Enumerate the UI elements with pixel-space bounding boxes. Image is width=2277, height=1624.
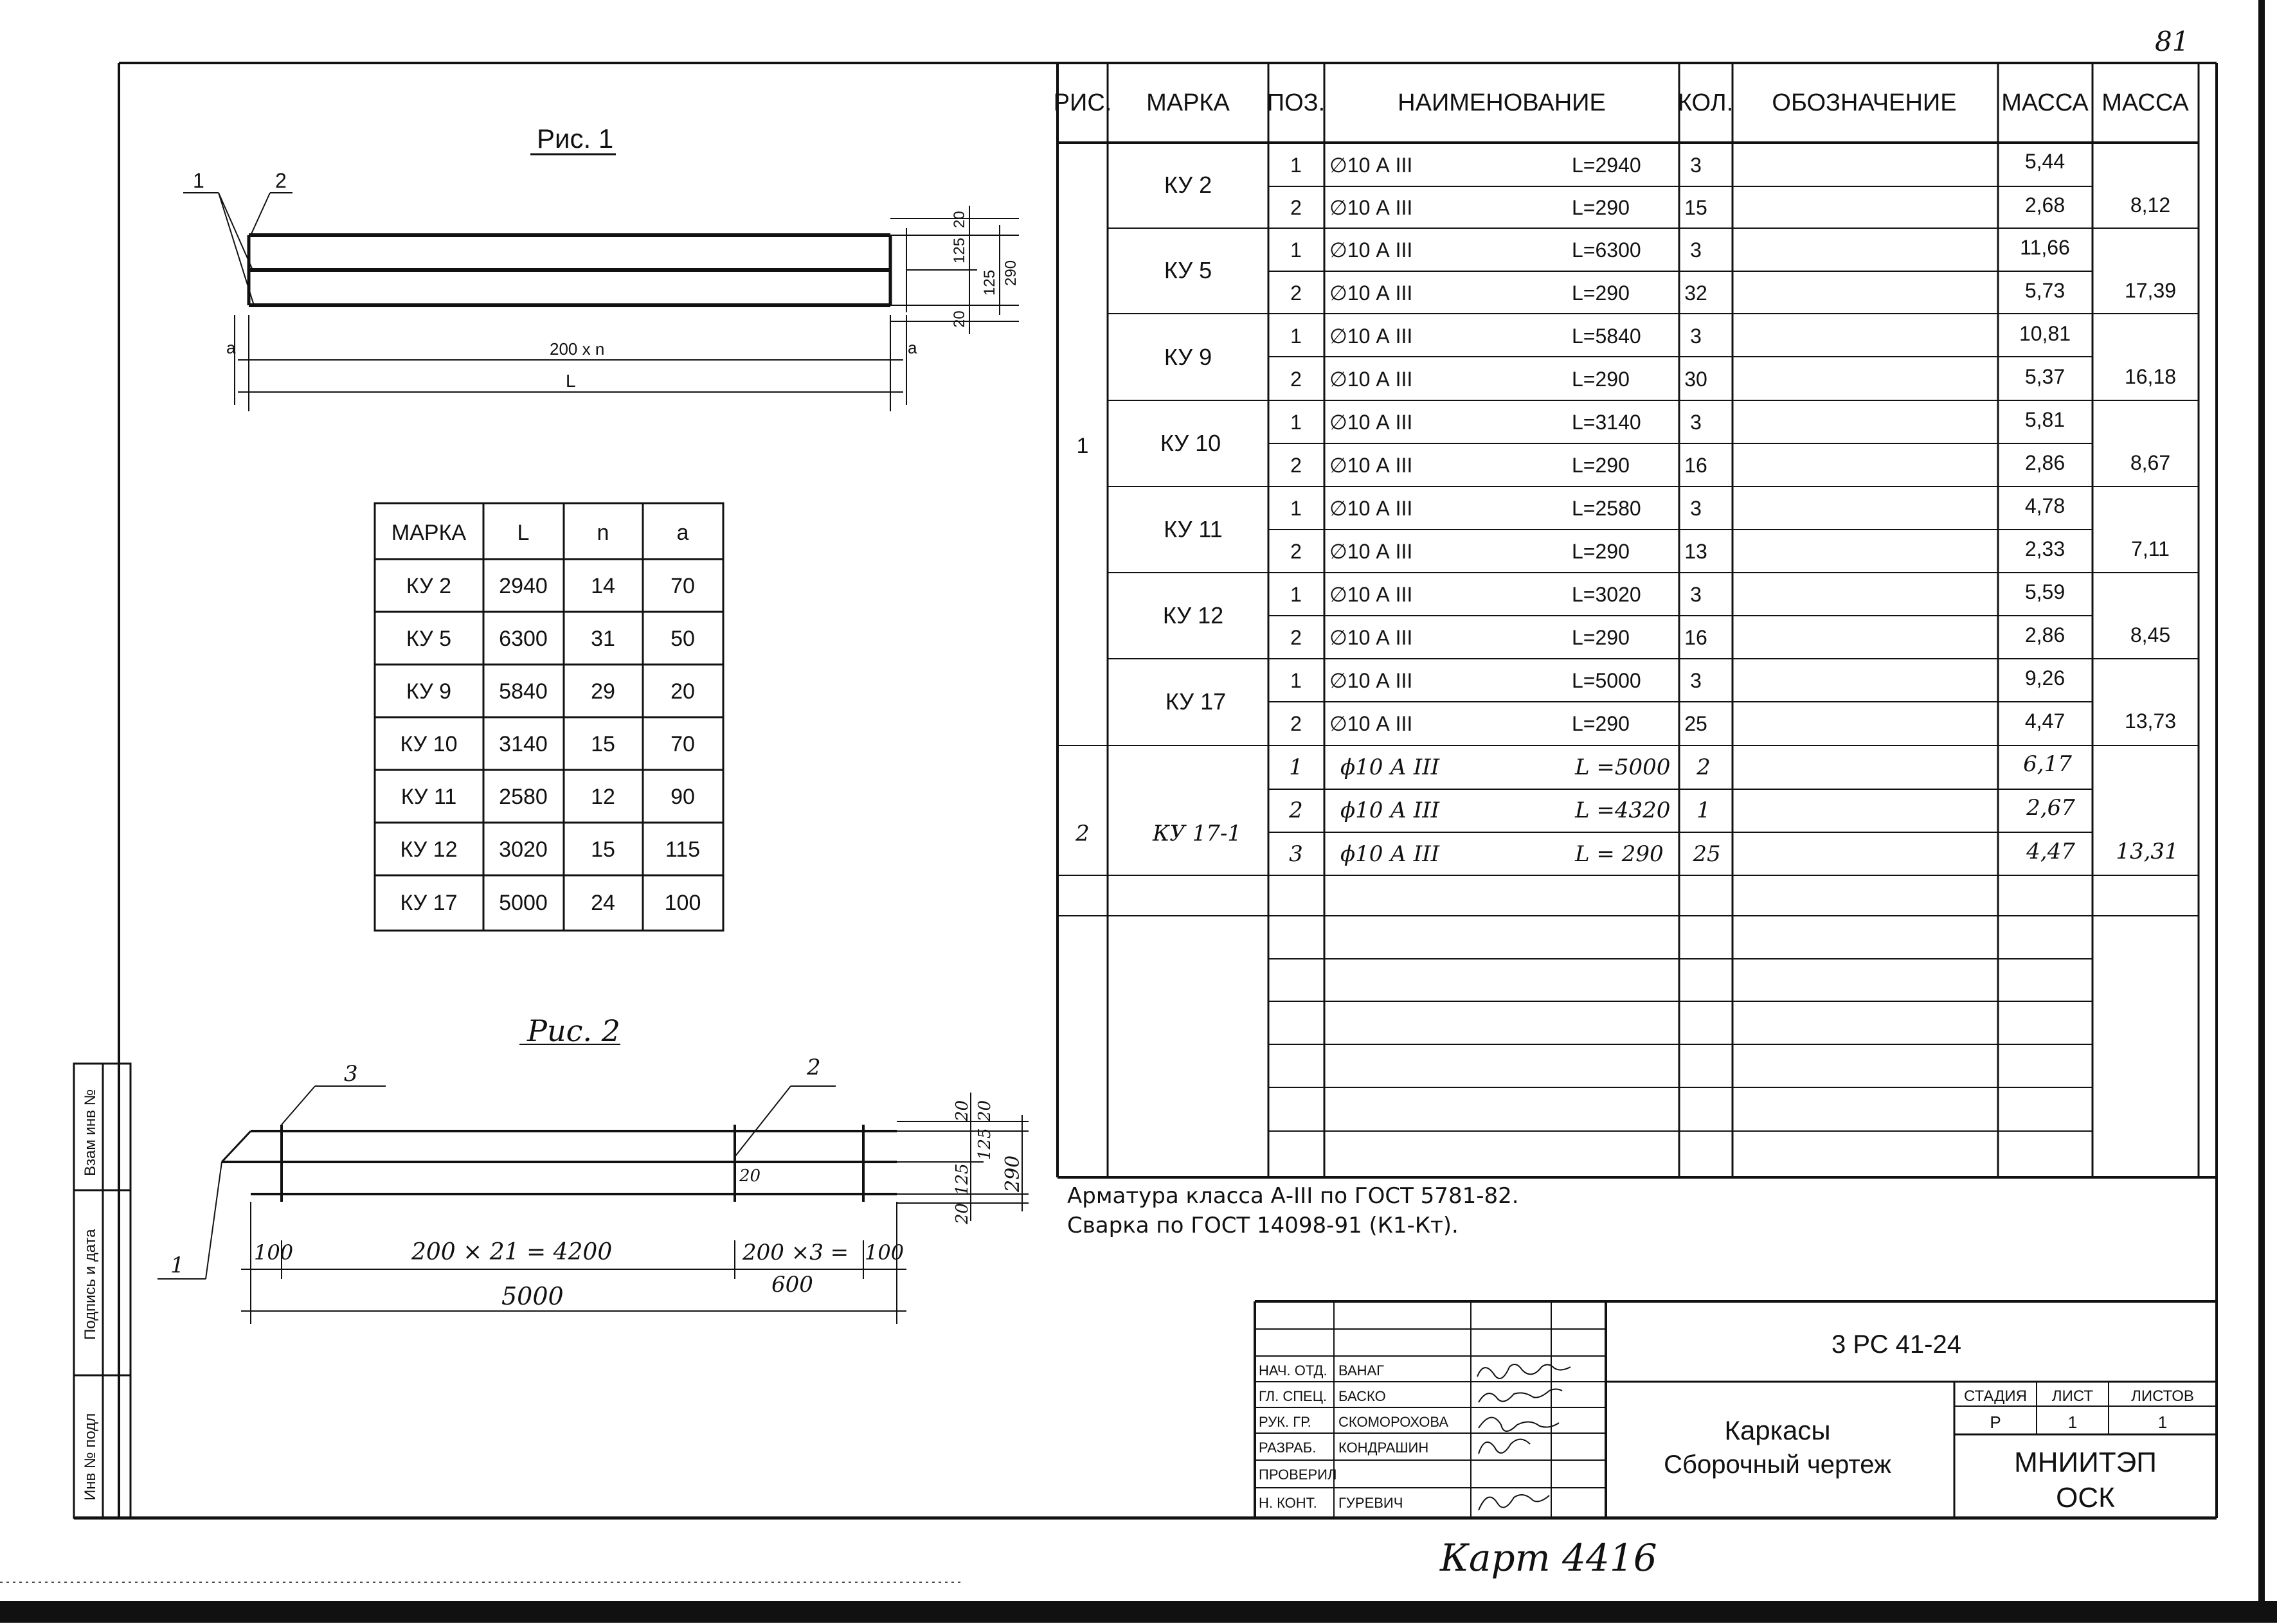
spec-qty: 16 xyxy=(1684,626,1707,649)
spec-qty: 16 xyxy=(1684,454,1707,477)
spec-len: L =5000 xyxy=(1575,754,1671,780)
fig2-dim-20-in: 20 xyxy=(739,1166,761,1186)
role-label: ПРОВЕРИЛ xyxy=(1259,1467,1337,1483)
fig2-callout-2: 2 xyxy=(807,1055,821,1080)
spec-pos: 1 xyxy=(1290,497,1302,520)
spec-pos: 2 xyxy=(1290,281,1302,305)
spec-mass: 4,78 xyxy=(2024,494,2066,517)
sheets-value: 1 xyxy=(2157,1413,2168,1432)
role-name: ВАНАГ xyxy=(1338,1362,1385,1379)
spec-name: ∅10 А III xyxy=(1329,497,1413,520)
spec-len: L=5840 xyxy=(1572,325,1641,348)
spec-total: 8,45 xyxy=(2130,623,2171,647)
spec-name: ϕ10 А III xyxy=(1340,798,1440,823)
spec-len: L=290 xyxy=(1572,626,1630,649)
notes xyxy=(1067,1181,1519,1240)
spec-mark: КУ 10 xyxy=(1160,430,1221,456)
fig1-dim-20-top: 20 xyxy=(951,211,968,228)
spec-mark: КУ 9 xyxy=(1164,344,1212,370)
table1-cell: 3020 xyxy=(499,837,548,862)
table1-cell: 100 xyxy=(664,891,701,915)
table1-cell: КУ 10 xyxy=(400,732,458,756)
spec-header: НАИМЕНОВАНИЕ xyxy=(1398,89,1606,116)
spec-total: 7,11 xyxy=(2131,537,2170,560)
spec-name: ∅10 А III xyxy=(1329,411,1413,434)
spec-mass: 6,17 xyxy=(2023,751,2072,777)
spec-name: ∅10 А III xyxy=(1329,325,1413,348)
fig1-callout-1: 1 xyxy=(193,169,204,192)
spec-mass: 2,67 xyxy=(2026,795,2075,821)
fig2-dim-290: 290 xyxy=(1002,1155,1024,1192)
table1-cell: 70 xyxy=(670,574,695,598)
organization-line1: МНИИТЭП xyxy=(2014,1447,2157,1478)
table1-cell: 12 xyxy=(591,785,615,809)
spec-len: L=3140 xyxy=(1572,411,1641,434)
role-name: КОНДРАШИН xyxy=(1338,1440,1429,1456)
spec-len: L=2580 xyxy=(1572,497,1641,520)
spec-len: L = 290 xyxy=(1575,841,1664,867)
stage-header: СТАДИЯ xyxy=(1963,1388,2028,1405)
spec-mass: 5,81 xyxy=(2024,408,2066,431)
fig2-dim-total: 5000 xyxy=(501,1282,564,1310)
spec-qty: 3 xyxy=(1690,411,1702,434)
stamp-replace-inv: Взам инв № xyxy=(82,1089,99,1176)
spec-mass: 11,66 xyxy=(2020,236,2070,259)
role-name: СКОМОРОХОВА xyxy=(1338,1414,1448,1430)
page-number: 81 xyxy=(2155,26,2190,57)
spec-qty: 32 xyxy=(1684,281,1707,305)
spec-name: ∅10 А III xyxy=(1329,281,1413,305)
stamp-signature-date: Подпись и дата xyxy=(82,1229,99,1340)
spec-name: ϕ10 А III xyxy=(1340,754,1440,780)
fig2-dim-100b: 100 xyxy=(865,1240,905,1265)
table1-cell: 15 xyxy=(591,837,615,862)
fig1-dim-290: 290 xyxy=(1002,260,1020,286)
role-name: ГУРЕВИЧ xyxy=(1338,1495,1403,1511)
spec-name: ∅10 А III xyxy=(1329,540,1413,563)
spec-mass: 5,44 xyxy=(2024,150,2066,173)
spec-pos: 2 xyxy=(1289,798,1303,823)
spec-pos: 1 xyxy=(1290,669,1302,692)
table1-cell: КУ 12 xyxy=(400,837,458,862)
fig2-callout-3: 3 xyxy=(344,1061,358,1087)
organization-line2: ОСК xyxy=(2056,1482,2115,1513)
spec-name: ∅10 А III xyxy=(1329,669,1413,692)
spec-pos: 1 xyxy=(1290,583,1302,606)
spec-qty: 2 xyxy=(1697,754,1711,780)
spec-pos: 1 xyxy=(1289,754,1303,780)
table1-cell: 3140 xyxy=(499,732,548,756)
table1-cell: КУ 11 xyxy=(401,785,457,809)
table1-cell: КУ 2 xyxy=(406,574,452,598)
table1-cell: 31 xyxy=(591,627,615,651)
spec-qty: 3 xyxy=(1690,583,1702,606)
fig2-dim-125b: 125 xyxy=(975,1128,995,1160)
fig2-dim-20b: 20 xyxy=(975,1100,995,1121)
spec-len: L=290 xyxy=(1572,368,1630,391)
spec-pos: 2 xyxy=(1290,626,1302,649)
spec-mass: 10,81 xyxy=(2019,322,2071,345)
spec-header: МАРКА xyxy=(1146,89,1230,116)
spec-len: L=5000 xyxy=(1572,669,1641,692)
spec-mass: 4,47 xyxy=(2024,709,2066,733)
table1-cell: 70 xyxy=(670,732,695,756)
role-label: НАЧ. ОТД. xyxy=(1259,1362,1328,1379)
spec-mark: КУ 17-1 xyxy=(1152,821,1242,846)
spec-name: ∅10 А III xyxy=(1329,238,1413,262)
role-label: Н. КОНТ. xyxy=(1259,1495,1317,1511)
table1-cell: 6300 xyxy=(499,627,548,651)
spec-mass: 2,33 xyxy=(2024,537,2066,560)
fig2-dim-span2-val: 600 xyxy=(771,1272,813,1298)
footer-handwriting: Карт 4416 xyxy=(1440,1536,1657,1580)
spec-total: 13,31 xyxy=(2116,839,2179,864)
fig1-dim-span: 200 x n xyxy=(550,339,605,359)
spec-len: L=290 xyxy=(1572,196,1630,219)
spec-pos: 2 xyxy=(1290,196,1302,219)
spec-len: L=290 xyxy=(1572,281,1630,305)
spec-total: 13,73 xyxy=(2124,709,2177,733)
spec-total: 16,18 xyxy=(2124,365,2177,388)
spec-pos: 1 xyxy=(1290,154,1302,177)
table1-cell: 5000 xyxy=(499,891,548,915)
table1-cell: КУ 17 xyxy=(400,891,458,915)
role-label: РУК. ГР. xyxy=(1259,1414,1311,1430)
spec-qty: 3 xyxy=(1690,325,1702,348)
spec-header: РИС. xyxy=(1053,89,1112,116)
fig1-dim-a-right: a xyxy=(908,338,917,357)
spec-qty: 13 xyxy=(1684,540,1707,563)
spec-pos: 2 xyxy=(1290,454,1302,477)
stage-value: Р xyxy=(1990,1413,2001,1432)
table1-header: a xyxy=(676,521,689,545)
spec-mass: 2,86 xyxy=(2024,451,2066,474)
spec-qty: 3 xyxy=(1690,669,1702,692)
spec-mass: 2,68 xyxy=(2024,193,2066,217)
table1-cell: 90 xyxy=(670,785,695,809)
spec-total: 17,39 xyxy=(2124,279,2177,302)
spec-qty: 15 xyxy=(1684,196,1707,219)
table1-cell: КУ 5 xyxy=(406,627,452,651)
spec-name: ∅10 А III xyxy=(1329,626,1413,649)
specification-table xyxy=(1058,63,2217,1177)
spec-group-handwritten xyxy=(1075,751,2178,867)
table1-cell: 2940 xyxy=(499,574,548,598)
table1-cell: 14 xyxy=(591,574,615,598)
fig1-dim-125a: 125 xyxy=(951,237,968,263)
table1-cell: КУ 9 xyxy=(406,679,452,704)
spec-header: МАССА xyxy=(2001,89,2089,116)
spec-header-row xyxy=(1054,89,2190,116)
spec-mark: КУ 17 xyxy=(1165,688,1227,715)
sheet-header: ЛИСТ xyxy=(2051,1388,2094,1405)
spec-name: ϕ10 А III xyxy=(1340,841,1440,867)
spec-qty: 1 xyxy=(1697,798,1711,823)
spec-pos: 2 xyxy=(1290,368,1302,391)
spec-qty: 25 xyxy=(1693,841,1721,867)
spec-name: ∅10 А III xyxy=(1329,368,1413,391)
spec-header: КОЛ. xyxy=(1677,89,1734,116)
spec-pos: 1 xyxy=(1290,325,1302,348)
spec-len: L=2940 xyxy=(1572,154,1641,177)
table1-cell: 29 xyxy=(591,679,615,704)
spec-len: L=290 xyxy=(1572,540,1630,563)
table1-cell: 15 xyxy=(591,732,615,756)
table1-cell: 115 xyxy=(665,837,701,862)
table1-cell: 2580 xyxy=(499,785,548,809)
spec-name: ∅10 А III xyxy=(1329,712,1413,735)
spec-name: ∅10 А III xyxy=(1329,454,1413,477)
spec-len: L=290 xyxy=(1572,454,1630,477)
spec-mass: 2,86 xyxy=(2024,623,2066,647)
spec-mass: 4,47 xyxy=(2026,839,2075,864)
figure-1 xyxy=(183,123,1020,411)
spec-name: ∅10 А III xyxy=(1329,583,1413,606)
spec-total: 8,67 xyxy=(2130,451,2171,474)
spec-qty: 3 xyxy=(1690,497,1702,520)
spec-qty: 3 xyxy=(1690,154,1702,177)
spec-len: L=6300 xyxy=(1572,238,1641,262)
sheets-header: ЛИСТОВ xyxy=(2131,1388,2194,1405)
role-label: ГЛ. СПЕЦ. xyxy=(1259,1388,1328,1404)
fig2-callout-1: 1 xyxy=(170,1253,184,1278)
spec-pos: 2 xyxy=(1290,712,1302,735)
spec-mass: 5,59 xyxy=(2024,580,2066,603)
spec-qty: 30 xyxy=(1684,368,1707,391)
fig1-dim-a-left: a xyxy=(226,338,236,357)
table1-header: МАРКА xyxy=(391,521,467,545)
fig1-frame-lines xyxy=(183,193,1019,411)
fig1-dim-20-bot: 20 xyxy=(951,310,968,328)
parameter-table xyxy=(375,503,723,931)
spec-len: L=3020 xyxy=(1572,583,1641,606)
fig2-dim-span2: 200 ×3 = xyxy=(742,1240,849,1265)
spec-pos: 1 xyxy=(1290,238,1302,262)
stamp-original-inv: Инв № подл xyxy=(82,1413,99,1501)
spec-name: ∅10 А III xyxy=(1329,196,1413,219)
title-block-roles xyxy=(1259,1362,1448,1511)
table1-cell: 5840 xyxy=(499,679,548,704)
spec-mark: КУ 12 xyxy=(1162,602,1224,629)
spec-qty: 25 xyxy=(1684,712,1707,735)
fig1-dim-125b: 125 xyxy=(981,269,998,296)
table1-cell: 24 xyxy=(591,891,615,915)
note-welding: Сварка по ГОСТ 14098-91 (К1-Кт). xyxy=(1067,1213,1459,1238)
fig2-dim-span1: 200 × 21 = 4200 xyxy=(411,1239,613,1265)
spec-mark: КУ 5 xyxy=(1164,257,1212,283)
spec-name: ∅10 А III xyxy=(1329,154,1413,177)
role-label: РАЗРАБ. xyxy=(1259,1440,1317,1456)
figure-2 xyxy=(158,1013,1029,1324)
spec-mass: 5,37 xyxy=(2024,365,2066,388)
document-code: 3 РС 41-24 xyxy=(1832,1330,1961,1359)
spec-len: L =4320 xyxy=(1575,798,1671,823)
fig2-dim-100a: 100 xyxy=(254,1240,294,1265)
spec-pos: 1 xyxy=(1290,411,1302,434)
drawing-title-line2: Сборочный чертеж xyxy=(1664,1450,1891,1479)
fig2-dim-20a: 20 xyxy=(953,1100,972,1121)
table1-header: n xyxy=(597,521,609,545)
spec-mass: 5,73 xyxy=(2024,279,2066,302)
spec-pos: 2 xyxy=(1290,540,1302,563)
spec-mark: КУ 2 xyxy=(1164,172,1212,198)
spec-total: 8,12 xyxy=(2130,193,2171,217)
spec-header: ПОЗ. xyxy=(1266,89,1326,116)
table1-cell: 20 xyxy=(670,679,695,704)
spec-rows xyxy=(1160,150,2176,735)
spec-header: МАССА xyxy=(2102,89,2189,116)
spec-mark: КУ 11 xyxy=(1164,516,1223,542)
spec-header: ОБОЗНАЧЕНИЕ xyxy=(1772,89,1957,116)
fig1-callout-2: 2 xyxy=(275,169,287,192)
spec-len: L=290 xyxy=(1572,712,1630,735)
sheet-value: 1 xyxy=(2067,1413,2078,1432)
table1-cell: 50 xyxy=(670,627,695,651)
fig2-dim-125a: 125 xyxy=(953,1163,972,1195)
table1-header: L xyxy=(517,521,530,545)
spec-mass: 9,26 xyxy=(2024,666,2066,690)
spec-pos: 3 xyxy=(1289,841,1303,867)
role-name: БАСКО xyxy=(1338,1388,1386,1404)
drawing-title-line1: Каркасы xyxy=(1724,1415,1831,1445)
fig2-title: Рис. 2 xyxy=(527,1013,620,1048)
note-rebar-class: Арматура класса А-III по ГОСТ 5781-82. xyxy=(1067,1183,1519,1209)
fig1-title: Рис. 1 xyxy=(537,123,614,154)
spec-qty: 3 xyxy=(1690,238,1702,262)
spec-fig-1-label: 1 xyxy=(1076,434,1089,458)
spec-fig-2-label: 2 xyxy=(1076,821,1090,846)
fig2-dim-20c: 20 xyxy=(953,1202,972,1224)
fig1-dim-length: L xyxy=(566,371,576,391)
